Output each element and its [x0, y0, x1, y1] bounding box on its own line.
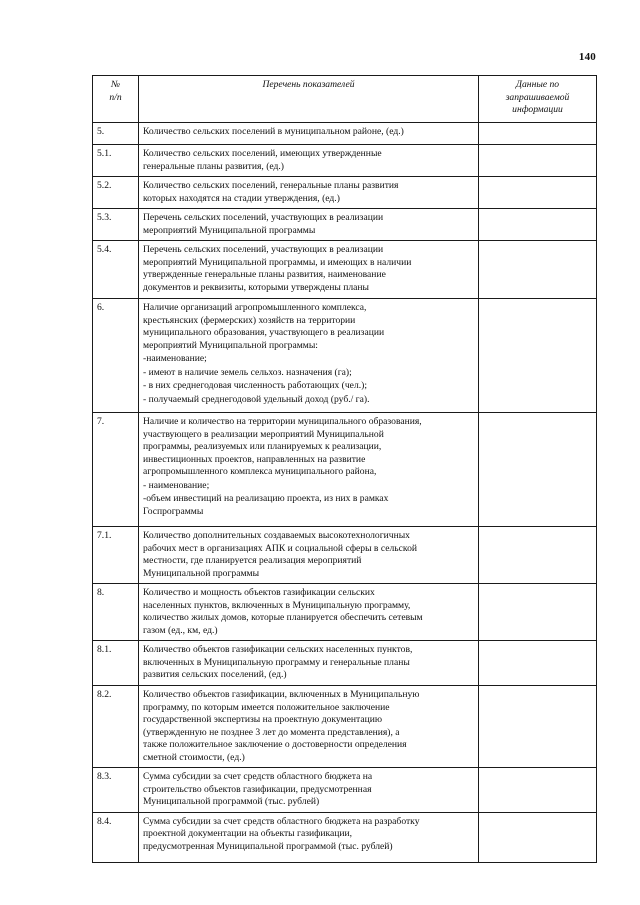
row-indicator-text: [139, 123, 479, 145]
row-number: 7.: [93, 413, 139, 527]
row-data-cell[interactable]: [479, 527, 597, 584]
indicator-paragraph: Количество объектов газификации, включенных в Муниципальную программу, по которым имеется положительное заключение государственной экспертизы на проектную документацию (утвержденную не позднее 3 лет до момента представления), а также положительное заключение о достоверности определения сметной стоимости, (ед.): [143, 689, 420, 763]
row-indicator-text: [139, 177, 479, 209]
indicator-paragraph: Сумма субсидии за счет средств областного бюджета на строительство объектов газификации, предусмотренная Муниципальной программой (тыс. рублей): [143, 771, 373, 807]
indicator-paragraph: - в них среднегодовая численность работающих (чел.);: [143, 380, 367, 391]
row-number: 8.: [93, 584, 139, 641]
row-data-cell[interactable]: [479, 768, 597, 813]
indicator-paragraph: Перечень сельских поселений, участвующих в реализации мероприятий Муниципальной программы, и имеющих в наличии утвержденные генеральные планы развития, наименование документов и реквизиты, которыми утверждены планы: [143, 244, 412, 293]
row-indicator-text: [139, 768, 479, 813]
table-row: [93, 584, 597, 641]
table-row: [93, 527, 597, 584]
table-row: [93, 686, 597, 768]
indicator-paragraph: Количество сельских поселений, имеющих утвержденные генеральные планы развития, (ед.): [143, 148, 382, 172]
indicator-paragraph: - имеют в наличие земель сельхоз. назначения (га);: [143, 366, 352, 378]
row-number: 5.4.: [93, 241, 139, 299]
indicator-paragraph: Наличие и количество на территории муниципального образования, участвующего в реализации мероприятий Муниципальной программы, реализуемых или планируемых к реализации, инвестиционных проектов, направленных на развитие агропромышленного комплекса муниципального района,: [143, 416, 422, 477]
row-indicator-text: [139, 299, 479, 413]
row-number: 6.: [93, 299, 139, 413]
row-number: 8.1.: [93, 641, 139, 686]
header-indicators: Перечень показателей: [139, 76, 479, 123]
row-number: 8.3.: [93, 768, 139, 813]
table-row: [93, 812, 597, 862]
indicator-paragraph: - наименование;: [143, 479, 210, 491]
indicator-paragraph: Количество сельских поселений, генеральные планы развития которых находятся на стадии утверждения, (ед.): [143, 180, 399, 204]
table-row: [93, 123, 597, 145]
indicator-paragraph: Количество сельских поселений в муниципальном районе, (ед.): [143, 126, 404, 137]
table-row: [93, 209, 597, 241]
row-data-cell[interactable]: [479, 413, 597, 527]
row-data-cell[interactable]: [479, 641, 597, 686]
indicator-paragraph: Количество объектов газификации сельских населенных пунктов, включенных в Муниципальную программу и генеральные планы развития сельских поселений, (ед.): [143, 644, 413, 680]
row-number: 5.2.: [93, 177, 139, 209]
indicator-paragraph: Наличие организаций агропромышленного комплекса, крестьянских (фермерских) хозяйств на территории муниципального образования, участвующего в реализации мероприятий Муниципальной программы:: [143, 302, 385, 351]
row-indicator-text: [139, 413, 479, 527]
table-row: [93, 145, 597, 177]
row-indicator-text: [139, 209, 479, 241]
table-row: [93, 641, 597, 686]
row-indicator-text: [139, 641, 479, 686]
row-data-cell[interactable]: [479, 584, 597, 641]
row-number: 8.4.: [93, 812, 139, 862]
row-indicator-text: [139, 145, 479, 177]
table-header-row: [93, 76, 597, 123]
row-number: 5.: [93, 123, 139, 145]
indicator-paragraph: -объем инвестиций на реализацию проекта, из них в рамках Госпрограммы: [143, 493, 389, 517]
indicator-paragraph: - получаемый среднегодовой удельный доход (руб./ га).: [143, 393, 370, 405]
row-number: 8.2.: [93, 686, 139, 768]
table-row: [93, 241, 597, 299]
table-row: [93, 299, 597, 413]
row-data-cell[interactable]: [479, 241, 597, 299]
row-data-cell[interactable]: [479, 209, 597, 241]
table-row: [93, 177, 597, 209]
row-number: 5.1.: [93, 145, 139, 177]
header-number: № п/п: [93, 76, 139, 123]
header-requested-data: Данные по запрашиваемой информации: [479, 76, 597, 123]
indicator-paragraph: Количество дополнительных создаваемых высокотехнологичных рабочих мест в организациях АПК и социальной сферы в сельской местности, где планируется реализация мероприятий Муниципальной программы: [143, 530, 418, 579]
indicator-paragraph: Перечень сельских поселений, участвующих в реализации мероприятий Муниципальной программы: [143, 212, 384, 236]
table-row: [93, 413, 597, 527]
row-number: 5.3.: [93, 209, 139, 241]
page-number: 140: [578, 51, 596, 63]
indicator-paragraph: -наименование;: [143, 353, 207, 364]
row-indicator-text: [139, 584, 479, 641]
row-data-cell[interactable]: [479, 686, 597, 768]
table-row: [93, 768, 597, 813]
indicator-paragraph: Сумма субсидии за счет средств областного бюджета на разработку проектной документации на объекты газификации, предусмотренная Муниципальной программой (тыс. рублей): [143, 815, 420, 852]
row-number: 7.1.: [93, 527, 139, 584]
indicators-table: [92, 75, 597, 863]
row-indicator-text: [139, 241, 479, 299]
row-data-cell[interactable]: [479, 177, 597, 209]
row-data-cell[interactable]: [479, 299, 597, 413]
row-indicator-text: [139, 812, 479, 862]
row-indicator-text: [139, 527, 479, 584]
row-data-cell[interactable]: [479, 145, 597, 177]
row-data-cell[interactable]: [479, 123, 597, 145]
row-indicator-text: [139, 686, 479, 768]
indicator-paragraph: Количество и мощность объектов газификации сельских населенных пунктов, включенных в Муниципальную программу, количество жилых домов, которые планируется обеспечить сетевым газом (ед., км, ед.): [143, 587, 423, 636]
row-data-cell[interactable]: [479, 812, 597, 862]
